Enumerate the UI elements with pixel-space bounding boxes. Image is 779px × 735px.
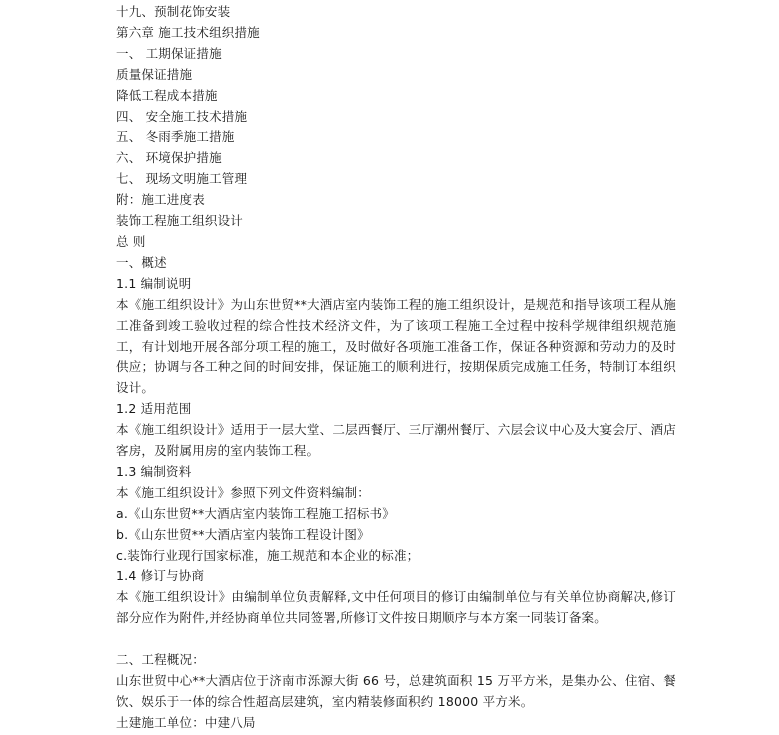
blank-line xyxy=(116,629,676,650)
chapter-6-title: 第六章 施工技术组织措施 xyxy=(116,24,260,40)
section-1-4-heading: 1.4 修订与协商 xyxy=(116,568,205,584)
reference-a: a.《山东世贸**大酒店室内装饰工程施工招标书》 xyxy=(116,505,395,521)
reference-b: b.《山东世贸**大酒店室内装饰工程设计图》 xyxy=(116,526,370,542)
section-2-paragraph: 山东世贸中心**大酒店位于济南市泺源大街 66 号，总建筑面积 15 万平方米，是集办公、住宿、餐饮、娱乐于一体的综合性超高层建筑，室内精装修面积约 18000 平方米。 xyxy=(116,672,676,709)
section-1-3-heading: 1.3 编制资料 xyxy=(116,463,192,479)
section-1-3-intro: 本《施工组织设计》参照下列文件资料编制： xyxy=(116,484,371,500)
section-1-4-paragraph: 本《施工组织设计》由编制单位负责解释,文中任何项目的修订由编制单位与有关单位协商解决,修订部分应作为附件,并经协商单位共同签署,所修订文件按日期顺序与本方案一同装订备案。 xyxy=(116,589,676,626)
reference-c: c.装饰行业现行国家标准，施工规范和本企业的标准； xyxy=(116,547,420,563)
toc-line-winter-rain: 五、 冬雨季施工措施 xyxy=(116,129,235,145)
general-heading: 总 则 xyxy=(116,233,146,249)
toc-line-appendix: 附：施工进度表 xyxy=(116,192,205,208)
toc-line-cost: 降低工程成本措施 xyxy=(116,87,218,103)
civil-construction-unit: 土建施工单位：中建八局 xyxy=(116,714,256,730)
section-1-2-heading: 1.2 适用范围 xyxy=(116,401,192,417)
toc-line-schedule: 一、 工期保证措施 xyxy=(116,45,222,61)
document-title: 装饰工程施工组织设计 xyxy=(116,213,244,229)
section-1-1-paragraph: 本《施工组织设计》为山东世贸**大酒店室内装饰工程的施工组织设计，是规范和指导该项工程从施工准备到竣工验收过程的综合性技术经济文件，为了该项工程施工全过程中按科学规律组织规范施工，有计划地开展各部分项工程的施工，及时做好各项施工准备工作，保证各种资源和劳动力的及时供应；协调与各工种之间的时间安排，保证施工的顺利进行，按期保质完成施工任务，特制订本组织设计。 xyxy=(116,296,676,396)
section-1-1-heading: 1.1 编制说明 xyxy=(116,275,192,291)
section-1-heading: 一、概述 xyxy=(116,254,167,270)
toc-line-environment: 六、 环境保护措施 xyxy=(116,150,222,166)
toc-line-safety: 四、 安全施工技术措施 xyxy=(116,108,248,124)
section-1-2-paragraph: 本《施工组织设计》适用于一层大堂、二层西餐厅、三厅潮州餐厅、六层会议中心及大宴会厅、酒店客房，及附属用房的室内装饰工程。 xyxy=(116,422,676,459)
toc-line-quality: 质量保证措施 xyxy=(116,66,193,82)
document-page xyxy=(116,2,676,734)
toc-line-civilized: 七、 现场文明施工管理 xyxy=(116,171,248,187)
section-2-heading: 二、工程概况： xyxy=(116,652,205,668)
toc-line-19: 十九、预制花饰安装 xyxy=(116,4,231,19)
